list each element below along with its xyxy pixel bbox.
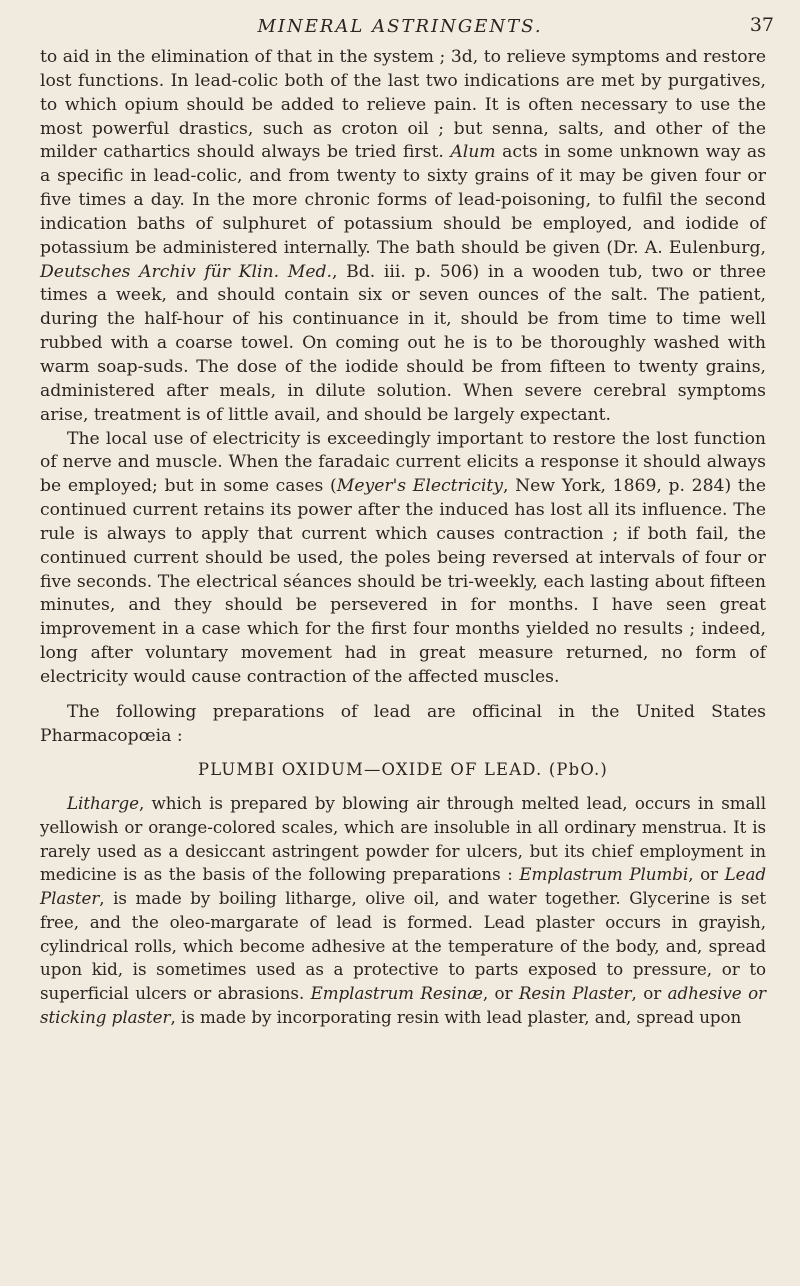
running-head [0,12,800,42]
paragraph-electricity: The local use of electricity is exceedingly important to restore the lost function of nerve and muscle. When the faradaic current elicits a response it should always be employed; but in some cases (Meyer's Electricity, New York, 1869, p. 284) the continued current retains its power after the induced has lost all its influence. The rule is always to apply that current which causes contraction ; if both fail, the continued current should be used, the poles being reversed at intervals of four or five seconds. The electrical séances should be tri-weekly, each lasting about fifteen minutes, and they should be persevered in for months. I have seen great improvement in a case which for the first four months yielded no results ; indeed, long after voluntary movement had in great measure returned, no form of electricity would cause contraction of the affected muscles. [40,428,766,687]
paragraph-litharge: Litharge, which is prepared by blowing air through melted lead, occurs in small yellowish or orange-colored scales, which are insoluble in all ordinary menstrua. It is rarely used as a desiccant astringent powder for ulcers, but its chief employment in medicine is as the basis of the following preparations : Emplastrum Plumbi, or Lead Plaster, is made by boiling litharge, olive oil, and water together. Glycerine is set free, and the oleo-margarate of lead is formed. Lead plaster occurs in grayish, cylindrical rolls, which become adhesive at the temperature of the body, and, spread upon kid, is sometimes used as a protective to parts exposed to pressure, or to superficial ulcers or abrasions. Emplastrum Resinæ, or Resin Plaster, or adhesive or sticking plaster, is made by incorporating resin with lead plaster, and, spread upon [40,793,767,1027]
paragraph-preparations: The following preparations of lead are officinal in the United States Pharmacopœia : [40,701,766,746]
page-body [40,46,766,1029]
paragraph-treatment: to aid in the elimination of that in the system ; 3d, to relieve symptoms and restore lost functions. In lead-colic both of the last two indications are met by purgatives, to which opium should be added to relieve pain. It is often necessary to use the most powerful drastics, such as croton oil ; but senna, salts, and other of the milder cathartics should always be tried first. Alum acts in some unknown way as a specific in lead-colic, and from twenty to sixty grains of it may be given four or five times a day. In the more chronic forms of lead-poisoning, to fulfil the second indication baths of sulphuret of potassium should be employed, and iodide of potassium be administered internally. The bath should be given (Dr. A. Eulenburg, Deutsches Archiv für Klin. Med., Bd. iii. p. 506) in a wooden tub, two or three times a week, and should contain six or seven ounces of the salt. The patient, during the half-hour of his continuance in it, should be from time to time well rubbed with a coarse towel. On coming out he is to be thoroughly washed with warm soap-suds. The dose of the iodide should be from fifteen to twenty grains, administered after meals, in dilute solution. When severe cerebral symptoms arise, treatment is of little avail, and should be largely expectant. [40,47,766,425]
page-number: 37 [749,14,774,36]
section-heading: PLUMBI OXIDUM—OXIDE OF LEAD. (PbO.) [197,760,609,780]
running-head-title: MINERAL ASTRINGENTS. [257,16,543,37]
